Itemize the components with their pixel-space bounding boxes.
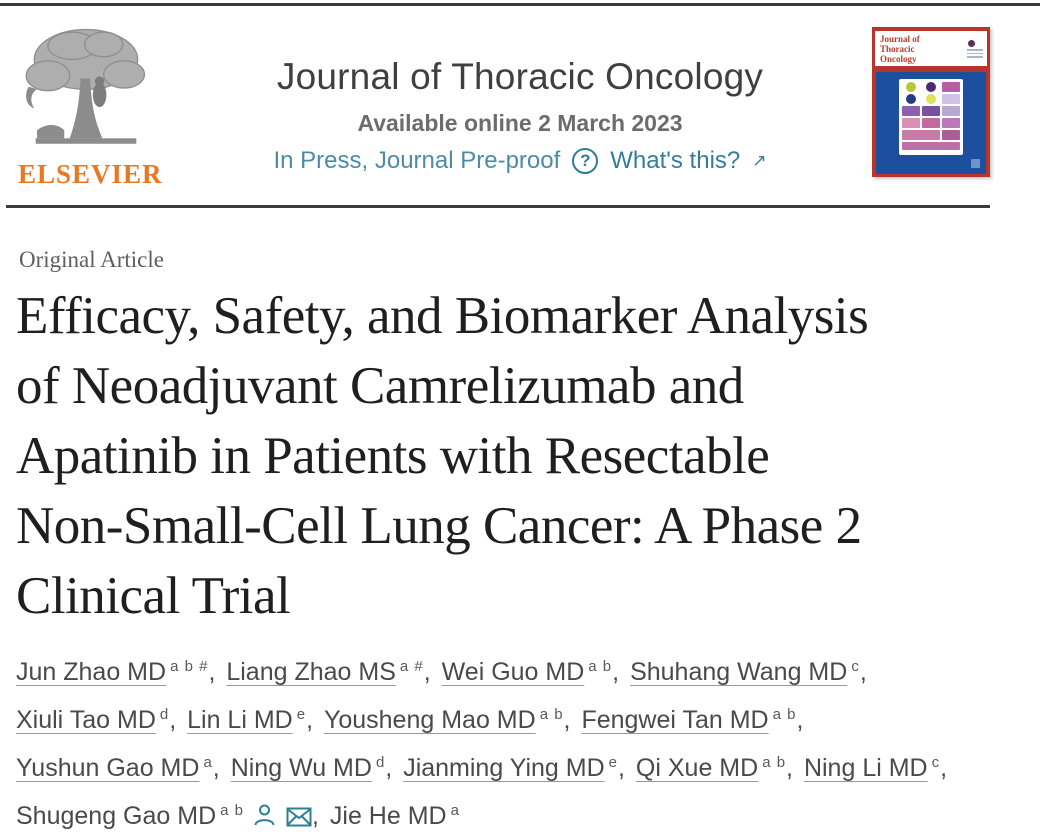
top-divider [0, 3, 1040, 6]
author-separator: , [212, 754, 227, 782]
author-separator: , [306, 706, 320, 734]
article-title-line: of Neoadjuvant Camrelizumab and [16, 357, 744, 415]
author-link[interactable]: Xiuli Tao MD [16, 706, 156, 734]
author-affiliation-sup: a b # [170, 658, 209, 675]
whats-this-link[interactable]: What's this? [610, 147, 741, 174]
author-affiliation-sup: d [375, 754, 386, 771]
author-separator: , [208, 658, 223, 686]
cover-publisher-mark [971, 159, 980, 168]
author-separator: , [940, 754, 948, 782]
journal-banner [210, 56, 830, 175]
cover-body [876, 72, 986, 174]
external-link-icon[interactable]: ↗ [752, 151, 767, 170]
elsevier-wordmark: ELSEVIER [18, 159, 163, 189]
author-link[interactable]: Jianming Ying MD [403, 754, 605, 782]
cover-society-logo [967, 40, 983, 64]
author-affiliation-sup: a b [588, 658, 613, 675]
in-press-status: In Press, Journal Pre-proof [273, 147, 561, 174]
publication-status-row [210, 147, 830, 175]
author-link[interactable]: Ning Li MD [803, 754, 928, 782]
author-link[interactable]: Jie He MD [329, 802, 447, 830]
author-affiliation-sup: a b [539, 706, 564, 723]
author-link[interactable]: Lin Li MD [187, 706, 293, 734]
author-link[interactable]: Yousheng Mao MD [323, 706, 536, 734]
article-title-line: Efficacy, Safety, and Biomarker Analysis [16, 287, 869, 345]
author-profile-icon[interactable] [253, 795, 276, 838]
article-title-line: Non-Small-Cell Lung Cancer: A Phase 2 [16, 497, 862, 555]
author-affiliation-sup: a b [220, 802, 244, 819]
author-separator: , [423, 658, 438, 686]
journal-cover-thumbnail[interactable] [872, 27, 990, 177]
author-separator: , [385, 754, 400, 782]
author-affiliation-sup: a [450, 802, 460, 819]
author-link[interactable]: Ning Wu MD [230, 754, 372, 782]
article-type-label: Original Article [19, 247, 164, 272]
available-online-date: Available online 2 March 2023 [357, 110, 683, 136]
author-line [16, 744, 1026, 792]
author-link[interactable]: Jun Zhao MD [16, 658, 167, 686]
author-link[interactable]: Shugeng Gao MD [16, 802, 217, 830]
cover-title-line: Oncology [880, 54, 917, 64]
elsevier-logo[interactable] [18, 24, 163, 189]
author-separator: , [859, 658, 867, 686]
author-link[interactable]: Wei Guo MD [441, 658, 585, 686]
author-separator: , [169, 706, 184, 734]
cover-title-line: Thoracic [880, 44, 915, 54]
author-line [16, 648, 1026, 696]
author-affiliation-sup: a # [399, 658, 424, 675]
journal-title-link[interactable]: Journal of Thoracic Oncology [276, 56, 764, 97]
email-icon[interactable] [286, 795, 312, 838]
author-line [16, 792, 1026, 838]
cover-figure-panel [899, 79, 963, 155]
author-affiliation-sup: a b [762, 754, 787, 771]
author-separator: , [311, 802, 326, 830]
author-affiliation-sup: e [608, 754, 619, 771]
header-divider [6, 205, 990, 208]
author-line [16, 696, 1026, 744]
author-separator: , [796, 706, 804, 734]
author-list [16, 648, 1026, 838]
author-separator: , [563, 706, 578, 734]
author-link[interactable]: Fengwei Tan MD [581, 706, 769, 734]
cover-journal-title [880, 34, 920, 64]
author-affiliation-sup: c [931, 754, 941, 771]
author-separator: , [786, 754, 800, 782]
author-affiliation-sup: e [296, 706, 307, 723]
author-link[interactable]: Yushun Gao MD [16, 754, 200, 782]
question-circle-icon[interactable]: ? [572, 148, 598, 174]
elsevier-tree-icon [18, 139, 154, 156]
article-title [16, 281, 1016, 631]
cover-title-line: Journal of [880, 34, 920, 44]
author-separator: , [612, 658, 627, 686]
article-title-line: Apatinib in Patients with Resectable [16, 427, 770, 485]
author-separator: , [618, 754, 632, 782]
article-title-line: Clinical Trial [16, 567, 291, 625]
author-link[interactable]: Qi Xue MD [635, 754, 759, 782]
author-affiliation-sup: a [203, 754, 213, 771]
author-affiliation-sup: a b [772, 706, 797, 723]
author-link[interactable]: Shuhang Wang MD [630, 658, 848, 686]
author-link[interactable]: Liang Zhao MS [226, 658, 396, 686]
author-affiliation-sup: d [159, 706, 170, 723]
author-affiliation-sup: c [851, 658, 860, 675]
cover-title-band [875, 31, 987, 66]
